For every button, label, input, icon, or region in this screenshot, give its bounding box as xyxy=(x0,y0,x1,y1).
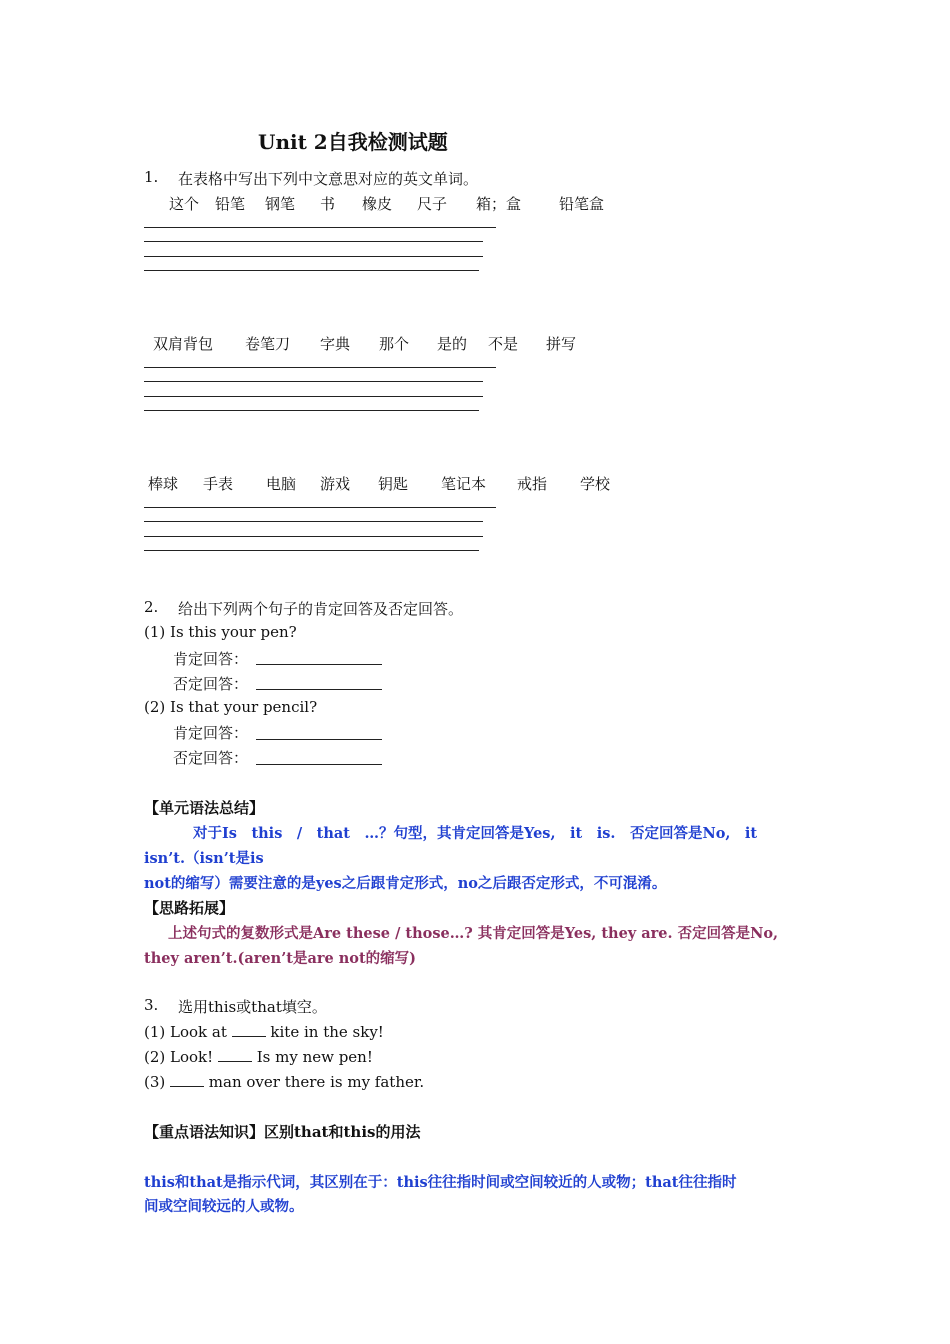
word: 是的 xyxy=(437,335,468,353)
word: 电脑 xyxy=(266,475,297,493)
word: 拼写 xyxy=(546,335,577,353)
word: 铅笔 xyxy=(215,195,246,213)
negative-answer-blank[interactable] xyxy=(256,764,382,765)
page-title: Unit 2自我检测试题 xyxy=(258,130,448,154)
word: 这个 xyxy=(169,195,200,213)
key-grammar-line-2: 间或空间较远的人或物。 xyxy=(144,1198,304,1215)
q3-item-suffix: kite in the sky! xyxy=(265,1023,384,1041)
q3-number: 3. xyxy=(144,996,159,1014)
grammar-line-2: isn’t.（isn’t是is xyxy=(144,850,264,867)
q2-number: 2. xyxy=(144,598,159,616)
q3-item-2 xyxy=(144,1046,373,1066)
word: 字典 xyxy=(320,335,351,353)
answer-line[interactable] xyxy=(144,270,479,271)
word: 书 xyxy=(320,195,336,213)
word: 棒球 xyxy=(148,475,179,493)
word: 钢笔 xyxy=(265,195,296,213)
q3-item-suffix: man over there is my father. xyxy=(204,1073,425,1091)
grammar-line-1: 对于Is this / that …？句型，其肯定回答是Yes, it is. 否定回答是No, it xyxy=(193,825,758,842)
expand-heading: 【思路拓展】 xyxy=(144,899,235,917)
q2-positive-label: 肯定回答： xyxy=(173,724,249,742)
negative-answer-blank[interactable] xyxy=(256,689,382,690)
answer-line[interactable] xyxy=(144,241,483,242)
word: 箱；盒 xyxy=(476,195,522,213)
q2-positive-label: 肯定回答： xyxy=(173,650,249,668)
answer-line[interactable] xyxy=(144,256,483,257)
q1-word-row-2 xyxy=(0,333,950,353)
q3-item-prefix: (3) xyxy=(144,1073,171,1091)
q2-sentence-1: (1) Is this your pen? xyxy=(144,623,297,641)
word: 钥匙 xyxy=(378,475,409,493)
key-grammar-heading: 【重点语法知识】区别that和this的用法 xyxy=(144,1123,421,1141)
word: 双肩背包 xyxy=(153,335,214,353)
answer-line[interactable] xyxy=(144,536,483,537)
q1-word-row-1 xyxy=(0,193,950,213)
answer-line[interactable] xyxy=(144,507,496,508)
q3-item-prefix: (2) Look! xyxy=(144,1048,218,1066)
q3-item-1 xyxy=(144,1021,384,1041)
expand-line-2: they aren’t.(aren’t是are not的缩写) xyxy=(144,950,417,967)
word: 戒指 xyxy=(517,475,548,493)
q1-number: 1. xyxy=(144,168,159,186)
answer-line[interactable] xyxy=(144,521,483,522)
answer-line[interactable] xyxy=(144,410,479,411)
answer-line[interactable] xyxy=(144,381,483,382)
positive-answer-blank[interactable] xyxy=(256,664,382,665)
key-grammar-line-1: this和that是指示代词，其区别在于：this往往指时间或空间较近的人或物；that往往指时 xyxy=(144,1174,737,1191)
word: 橡皮 xyxy=(362,195,393,213)
q2-instruction: 给出下列两个句子的肯定回答及否定回答。 xyxy=(178,600,464,618)
q3-item-suffix: Is my new pen! xyxy=(251,1048,373,1066)
q1-word-row-3 xyxy=(0,473,950,493)
word: 学校 xyxy=(580,475,611,493)
q3-instruction: 选用this或that填空。 xyxy=(178,998,327,1016)
q1-instruction: 在表格中写出下列中文意思对应的英文单词。 xyxy=(178,170,479,188)
q3-item-prefix: (1) Look at xyxy=(144,1023,232,1041)
fill-blank[interactable] xyxy=(170,1071,204,1087)
grammar-heading: 【单元语法总结】 xyxy=(144,799,265,817)
answer-line[interactable] xyxy=(144,227,496,228)
grammar-line-3: not的缩写）需要注意的是yes之后跟肯定形式，no之后跟否定形式，不可混淆。 xyxy=(144,875,667,892)
answer-line[interactable] xyxy=(144,396,483,397)
answer-line[interactable] xyxy=(144,367,496,368)
q3-item-3 xyxy=(144,1071,424,1091)
q2-sentence-2: (2) Is that your pencil? xyxy=(144,698,318,716)
word: 手表 xyxy=(203,475,234,493)
word: 游戏 xyxy=(320,475,351,493)
expand-line-1: 上述句式的复数形式是Are these / those…? 其肯定回答是Yes, they are. 否定回答是No, xyxy=(168,925,779,942)
word: 那个 xyxy=(379,335,410,353)
word: 不是 xyxy=(488,335,519,353)
fill-blank[interactable] xyxy=(232,1021,266,1037)
answer-line[interactable] xyxy=(144,550,479,551)
fill-blank[interactable] xyxy=(218,1046,252,1062)
word: 铅笔盒 xyxy=(559,195,605,213)
positive-answer-blank[interactable] xyxy=(256,739,382,740)
q2-negative-label: 否定回答： xyxy=(173,675,249,693)
q2-negative-label: 否定回答： xyxy=(173,749,249,767)
word: 卷笔刀 xyxy=(245,335,291,353)
word: 笔记本 xyxy=(441,475,487,493)
word: 尺子 xyxy=(417,195,448,213)
